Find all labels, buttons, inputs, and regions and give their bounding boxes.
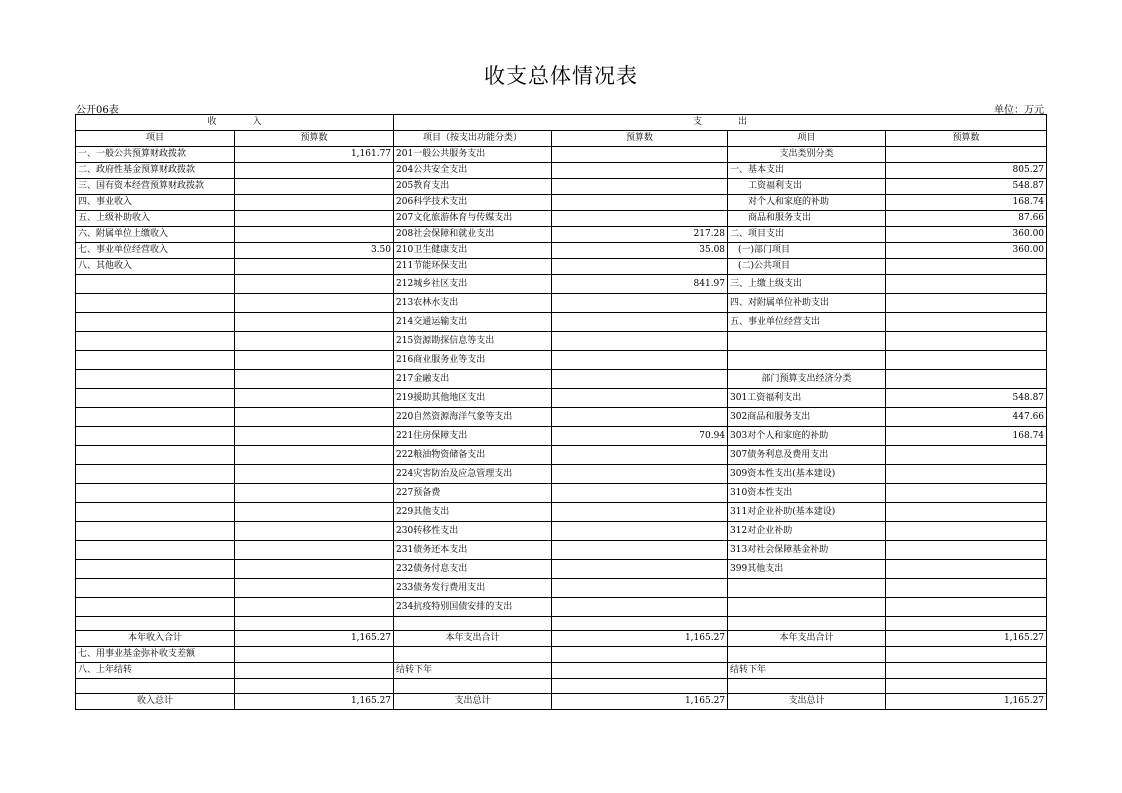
cell-c: 230转移性支出 — [394, 522, 552, 541]
table-row — [76, 389, 1047, 408]
cell-a: 七、用事业基金弥补收支差额 — [76, 647, 235, 663]
cell-d — [552, 663, 728, 679]
cell-c: 220自然资源海洋气象等支出 — [394, 408, 552, 427]
cell-a — [76, 522, 235, 541]
table-row — [76, 259, 1047, 275]
cell-d — [552, 195, 728, 211]
grand-total-row-expense-value: 1,165.27 — [552, 694, 728, 710]
cell-d — [552, 522, 728, 541]
cell-c: 217金融支出 — [394, 370, 552, 389]
cell-c: 215资源勘探信息等支出 — [394, 332, 552, 351]
cell-b — [235, 522, 394, 541]
col-header-item: 项目 — [76, 131, 235, 147]
cell-e: 支出类别分类 — [728, 147, 886, 163]
cell-c: 204公共安全支出 — [394, 163, 552, 179]
cell-c: 211节能环保支出 — [394, 259, 552, 275]
cell-e: 303对个人和家庭的补助 — [728, 427, 886, 446]
cell-c: 214交通运输支出 — [394, 313, 552, 332]
table-row — [76, 427, 1047, 446]
table-row — [76, 313, 1047, 332]
cell-a: 一、一般公共预算财政拨款 — [76, 147, 235, 163]
cell-d — [552, 647, 728, 663]
cell-c: 207文化旅游体育与传媒支出 — [394, 211, 552, 227]
grand-total-row-income-value: 1,165.27 — [235, 694, 394, 710]
cell-c: 221住房保障支出 — [394, 427, 552, 446]
cell-c: 201一般公共服务支出 — [394, 147, 552, 163]
cell-a: 四、事业收入 — [76, 195, 235, 211]
cell-b — [235, 351, 394, 370]
cell-f — [886, 522, 1047, 541]
cell-c: 216商业服务业等支出 — [394, 351, 552, 370]
cell-b — [235, 163, 394, 179]
cell-c: 233债务发行费用支出 — [394, 579, 552, 598]
cell-c: 231债务还本支出 — [394, 541, 552, 560]
col-header-budget: 预算数 — [235, 131, 394, 147]
cell-f — [886, 259, 1047, 275]
cell-b — [235, 389, 394, 408]
cell-c: 212城乡社区支出 — [394, 275, 552, 294]
cell-a: 七、事业单位经营收入 — [76, 243, 235, 259]
cell-a: 二、政府性基金预算财政拨款 — [76, 163, 235, 179]
cell-e: 399其他支出 — [728, 560, 886, 579]
table-row — [76, 211, 1047, 227]
cell-f: 548.87 — [886, 389, 1047, 408]
cell-e: 301工资福利支出 — [728, 389, 886, 408]
empty-cell — [76, 679, 235, 694]
year-total-row-expense-label2: 本年支出合计 — [728, 631, 886, 647]
cell-a — [76, 370, 235, 389]
cell-e: 部门预算支出经济分类 — [728, 370, 886, 389]
cell-d — [552, 179, 728, 195]
cell-e: 312对企业补助 — [728, 522, 886, 541]
table-row — [76, 195, 1047, 211]
cell-b — [235, 446, 394, 465]
cell-a — [76, 465, 235, 484]
cell-d — [552, 313, 728, 332]
cell-f — [886, 465, 1047, 484]
cell-c: 234抗疫特别国债安排的支出 — [394, 598, 552, 617]
empty-cell — [552, 679, 728, 694]
cell-a — [76, 427, 235, 446]
cell-d — [552, 389, 728, 408]
cell-a — [76, 446, 235, 465]
cell-a — [76, 313, 235, 332]
cell-f: 447.66 — [886, 408, 1047, 427]
cell-d — [552, 147, 728, 163]
table-row — [76, 370, 1047, 389]
cell-b — [235, 579, 394, 598]
col-header-budget2: 预算数 — [552, 131, 728, 147]
grand-total-row-income-label: 收入总计 — [76, 694, 235, 710]
cell-a: 五、上级补助收入 — [76, 211, 235, 227]
cell-f: 548.87 — [886, 179, 1047, 195]
cell-c: 206科学技术支出 — [394, 195, 552, 211]
cell-f: 168.74 — [886, 427, 1047, 446]
cell-d — [552, 163, 728, 179]
table-row — [76, 179, 1047, 195]
cell-b: 3.50 — [235, 243, 394, 259]
cell-c: 210卫生健康支出 — [394, 243, 552, 259]
cell-d: 841.97 — [552, 275, 728, 294]
cell-d — [552, 503, 728, 522]
grand-total-row-expense-label2: 支出总计 — [728, 694, 886, 710]
cell-a — [76, 275, 235, 294]
cell-b — [235, 663, 394, 679]
cell-a — [76, 541, 235, 560]
cell-a — [76, 560, 235, 579]
cell-b — [235, 294, 394, 313]
table-row — [76, 275, 1047, 294]
cell-f — [886, 484, 1047, 503]
table-row — [76, 408, 1047, 427]
table-row — [76, 227, 1047, 243]
grand-total-row-expense-value2: 1,165.27 — [886, 694, 1047, 710]
cell-f — [886, 598, 1047, 617]
cell-a: 六、附属单位上缴收入 — [76, 227, 235, 243]
cell-f: 360.00 — [886, 227, 1047, 243]
empty-cell — [394, 617, 552, 631]
cell-d — [552, 408, 728, 427]
cell-e: (一)部门项目 — [728, 243, 886, 259]
table-row — [76, 332, 1047, 351]
empty-cell — [728, 679, 886, 694]
table-row — [76, 484, 1047, 503]
cell-f — [886, 647, 1047, 663]
year-total-row-expense-label: 本年支出合计 — [394, 631, 552, 647]
grand-total-row-expense-label: 支出总计 — [394, 694, 552, 710]
table-row — [76, 294, 1047, 313]
cell-a — [76, 408, 235, 427]
cell-f — [886, 332, 1047, 351]
income-group-header: 收 入 — [76, 115, 394, 131]
cell-f — [886, 351, 1047, 370]
cell-b — [235, 503, 394, 522]
cell-b — [235, 408, 394, 427]
cell-e: 二、项目支出 — [728, 227, 886, 243]
expense-group-header: 支 出 — [394, 115, 1047, 131]
separator-row — [76, 679, 1047, 694]
cell-a — [76, 351, 235, 370]
cell-b — [235, 211, 394, 227]
col-header-budget3: 预算数 — [886, 131, 1047, 147]
cell-e — [728, 332, 886, 351]
cell-e: 工资福利支出 — [728, 179, 886, 195]
cell-a — [76, 389, 235, 408]
page-title: 收支总体情况表 — [484, 64, 638, 88]
cell-c: 结转下年 — [394, 663, 552, 679]
cell-f — [886, 503, 1047, 522]
cell-d: 70.94 — [552, 427, 728, 446]
cell-f — [886, 294, 1047, 313]
cell-d — [552, 294, 728, 313]
extra-row — [76, 647, 1047, 663]
cell-c: 232债务付息支出 — [394, 560, 552, 579]
cell-d: 35.08 — [552, 243, 728, 259]
cell-e: 四、对附属单位补助支出 — [728, 294, 886, 313]
cell-a: 三、国有资本经营预算财政拨款 — [76, 179, 235, 195]
empty-cell — [728, 617, 886, 631]
table-row — [76, 351, 1047, 370]
cell-e: (二)公共项目 — [728, 259, 886, 275]
cell-c: 222粮油物资储备支出 — [394, 446, 552, 465]
cell-d — [552, 259, 728, 275]
unit-label: 单位：万元 — [994, 105, 1044, 116]
cell-c: 205教育支出 — [394, 179, 552, 195]
cell-e — [728, 579, 886, 598]
cell-d — [552, 351, 728, 370]
cell-f — [886, 446, 1047, 465]
cell-d: 217.28 — [552, 227, 728, 243]
cell-e: 302商品和服务支出 — [728, 408, 886, 427]
cell-b — [235, 195, 394, 211]
cell-b — [235, 484, 394, 503]
cell-b — [235, 541, 394, 560]
spacer-row — [76, 617, 1047, 631]
table-row — [76, 522, 1047, 541]
cell-b — [235, 332, 394, 351]
group-header-row — [76, 115, 1047, 131]
cell-f — [886, 147, 1047, 163]
table-row — [76, 560, 1047, 579]
cell-d — [552, 560, 728, 579]
cell-a — [76, 579, 235, 598]
cell-c: 213农林水支出 — [394, 294, 552, 313]
cell-c: 208社会保障和就业支出 — [394, 227, 552, 243]
cell-f: 805.27 — [886, 163, 1047, 179]
year-total-row-expense-value2: 1,165.27 — [886, 631, 1047, 647]
cell-b — [235, 598, 394, 617]
empty-cell — [76, 617, 235, 631]
cell-f: 87.66 — [886, 211, 1047, 227]
col-header-func-item: 项目（按支出功能分类） — [394, 131, 552, 147]
cell-d — [552, 598, 728, 617]
cell-b: 1,161.77 — [235, 147, 394, 163]
cell-f — [886, 313, 1047, 332]
cell-c — [394, 647, 552, 663]
cell-b — [235, 560, 394, 579]
cell-f — [886, 370, 1047, 389]
cell-f — [886, 663, 1047, 679]
cell-a — [76, 332, 235, 351]
cell-d — [552, 332, 728, 351]
cell-e — [728, 647, 886, 663]
extra-row — [76, 663, 1047, 679]
cell-f: 360.00 — [886, 243, 1047, 259]
cell-a — [76, 598, 235, 617]
table-row — [76, 147, 1047, 163]
cell-b — [235, 179, 394, 195]
cell-b — [235, 275, 394, 294]
empty-cell — [235, 617, 394, 631]
cell-e: 三、上缴上级支出 — [728, 275, 886, 294]
cell-a — [76, 503, 235, 522]
cell-d — [552, 465, 728, 484]
year-total-row — [76, 631, 1047, 647]
cell-a — [76, 484, 235, 503]
col-header-item3: 项目 — [728, 131, 886, 147]
budget-table — [75, 114, 1047, 710]
cell-e: 商品和服务支出 — [728, 211, 886, 227]
cell-e: 五、事业单位经营支出 — [728, 313, 886, 332]
cell-e — [728, 351, 886, 370]
table-row — [76, 541, 1047, 560]
cell-e: 309资本性支出(基本建设) — [728, 465, 886, 484]
cell-f: 168.74 — [886, 195, 1047, 211]
empty-cell — [394, 679, 552, 694]
year-total-row-income-value: 1,165.27 — [235, 631, 394, 647]
table-row — [76, 598, 1047, 617]
empty-cell — [552, 617, 728, 631]
empty-cell — [235, 679, 394, 694]
cell-f — [886, 541, 1047, 560]
empty-cell — [886, 679, 1047, 694]
cell-f — [886, 560, 1047, 579]
cell-b — [235, 427, 394, 446]
table-row — [76, 465, 1047, 484]
table-row — [76, 163, 1047, 179]
cell-c: 219援助其他地区支出 — [394, 389, 552, 408]
cell-e: 313对社会保障基金补助 — [728, 541, 886, 560]
cell-e: 310资本性支出 — [728, 484, 886, 503]
cell-a — [76, 294, 235, 313]
cell-e: 结转下年 — [728, 663, 886, 679]
cell-a: 八、其他收入 — [76, 259, 235, 275]
table-row — [76, 579, 1047, 598]
table-row — [76, 243, 1047, 259]
table-row — [76, 503, 1047, 522]
cell-c: 229其他支出 — [394, 503, 552, 522]
grand-total-row — [76, 694, 1047, 710]
cell-e: 一、基本支出 — [728, 163, 886, 179]
cell-d — [552, 211, 728, 227]
cell-a: 八、上年结转 — [76, 663, 235, 679]
cell-d — [552, 370, 728, 389]
cell-b — [235, 465, 394, 484]
cell-d — [552, 484, 728, 503]
cell-d — [552, 446, 728, 465]
empty-cell — [886, 617, 1047, 631]
year-total-row-income-label: 本年收入合计 — [76, 631, 235, 647]
form-code: 公开06表 — [76, 105, 119, 116]
cell-d — [552, 541, 728, 560]
year-total-row-expense-value: 1,165.27 — [552, 631, 728, 647]
cell-d — [552, 579, 728, 598]
cell-b — [235, 259, 394, 275]
column-header-row — [76, 131, 1047, 147]
cell-b — [235, 647, 394, 663]
cell-c: 224灾害防治及应急管理支出 — [394, 465, 552, 484]
cell-b — [235, 370, 394, 389]
cell-e — [728, 598, 886, 617]
cell-e: 对个人和家庭的补助 — [728, 195, 886, 211]
cell-e: 307债务利息及费用支出 — [728, 446, 886, 465]
cell-b — [235, 227, 394, 243]
cell-e: 311对企业补助(基本建设) — [728, 503, 886, 522]
cell-b — [235, 313, 394, 332]
cell-f — [886, 579, 1047, 598]
table-row — [76, 446, 1047, 465]
cell-f — [886, 275, 1047, 294]
cell-c: 227预备费 — [394, 484, 552, 503]
